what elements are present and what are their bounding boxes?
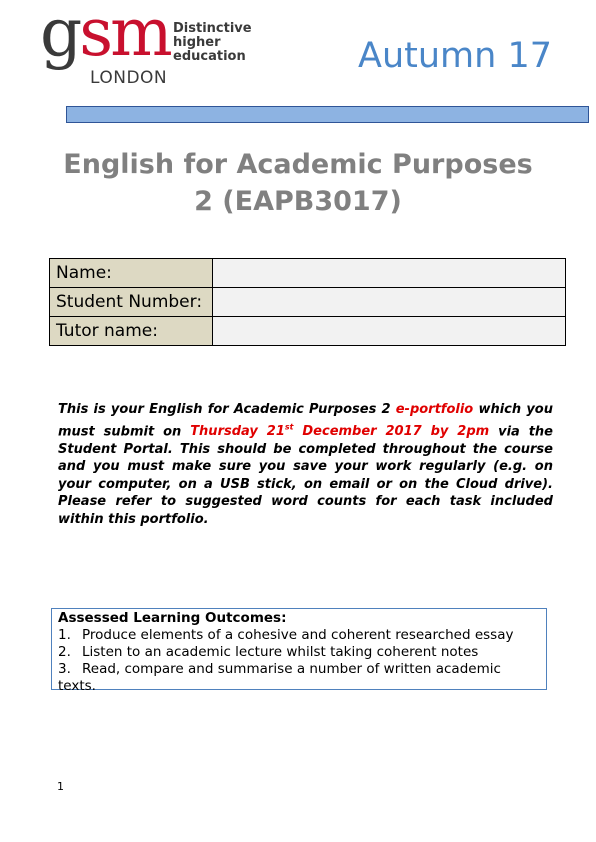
student-info-table (49, 258, 566, 346)
name-field[interactable] (213, 259, 566, 288)
logo-location: LONDON (90, 68, 168, 88)
title-line-1: English for Academic Purposes (63, 149, 533, 180)
intro-text: This is your English for Academic Purposes 2 (58, 402, 396, 417)
student-number-field[interactable] (213, 288, 566, 317)
tutor-name-label: Tutor name: (50, 317, 213, 346)
eportfolio-highlight: e-portfolio (395, 402, 474, 417)
learning-outcomes-box (51, 608, 547, 694)
table-row (50, 317, 566, 346)
deadline-suffix: st (284, 422, 294, 432)
intro-text: which you must submit on (58, 402, 553, 439)
outcome-number: 2. (58, 644, 71, 660)
deadline-rest: December 2017 by 2pm (293, 423, 490, 439)
intro-text: via the Student Portal. This should be completed throughout the course and you must make sure you save your work regularly (e.g. on your computer, on a USB stick, on email or on the Cloud drive). Please refer to suggested word counts for each task included within this portfolio. (58, 423, 553, 527)
list-item (58, 627, 540, 644)
table-row (50, 288, 566, 317)
title-line-2: 2 (EAPB3017) (194, 186, 402, 217)
outcome-number: 1. (58, 627, 71, 643)
list-item (58, 644, 540, 661)
logo-tagline-line: Distinctive (173, 21, 252, 36)
table-row (50, 259, 566, 288)
logo-tagline-line: education (173, 49, 246, 64)
list-item (58, 661, 540, 695)
gsm-london-logo (40, 0, 260, 100)
outcome-text: Listen to an academic lecture whilst taking coherent notes (82, 644, 479, 660)
tutor-name-field[interactable] (213, 317, 566, 346)
logo-letters: gsm (40, 0, 170, 71)
header-divider-bar (66, 106, 589, 123)
deadline-day: Thursday 21 (190, 423, 285, 439)
student-number-label: Student Number: (50, 288, 213, 317)
outcome-number: 3. (58, 661, 71, 677)
deadline-highlight (190, 424, 489, 439)
name-label: Name: (50, 259, 213, 288)
logo-tagline-line: higher (173, 35, 221, 50)
document-title (40, 146, 556, 220)
page-number: 1 (57, 780, 64, 793)
outcome-text: Produce elements of a cohesive and coherent researched essay (82, 627, 514, 643)
outcome-text: Read, compare and summarise a number of written academic texts. (58, 661, 501, 694)
outcomes-heading: Assessed Learning Outcomes: (58, 610, 287, 626)
submission-instructions (58, 401, 553, 528)
logo-tagline (173, 22, 252, 64)
term-label: Autumn 17 (358, 36, 552, 76)
